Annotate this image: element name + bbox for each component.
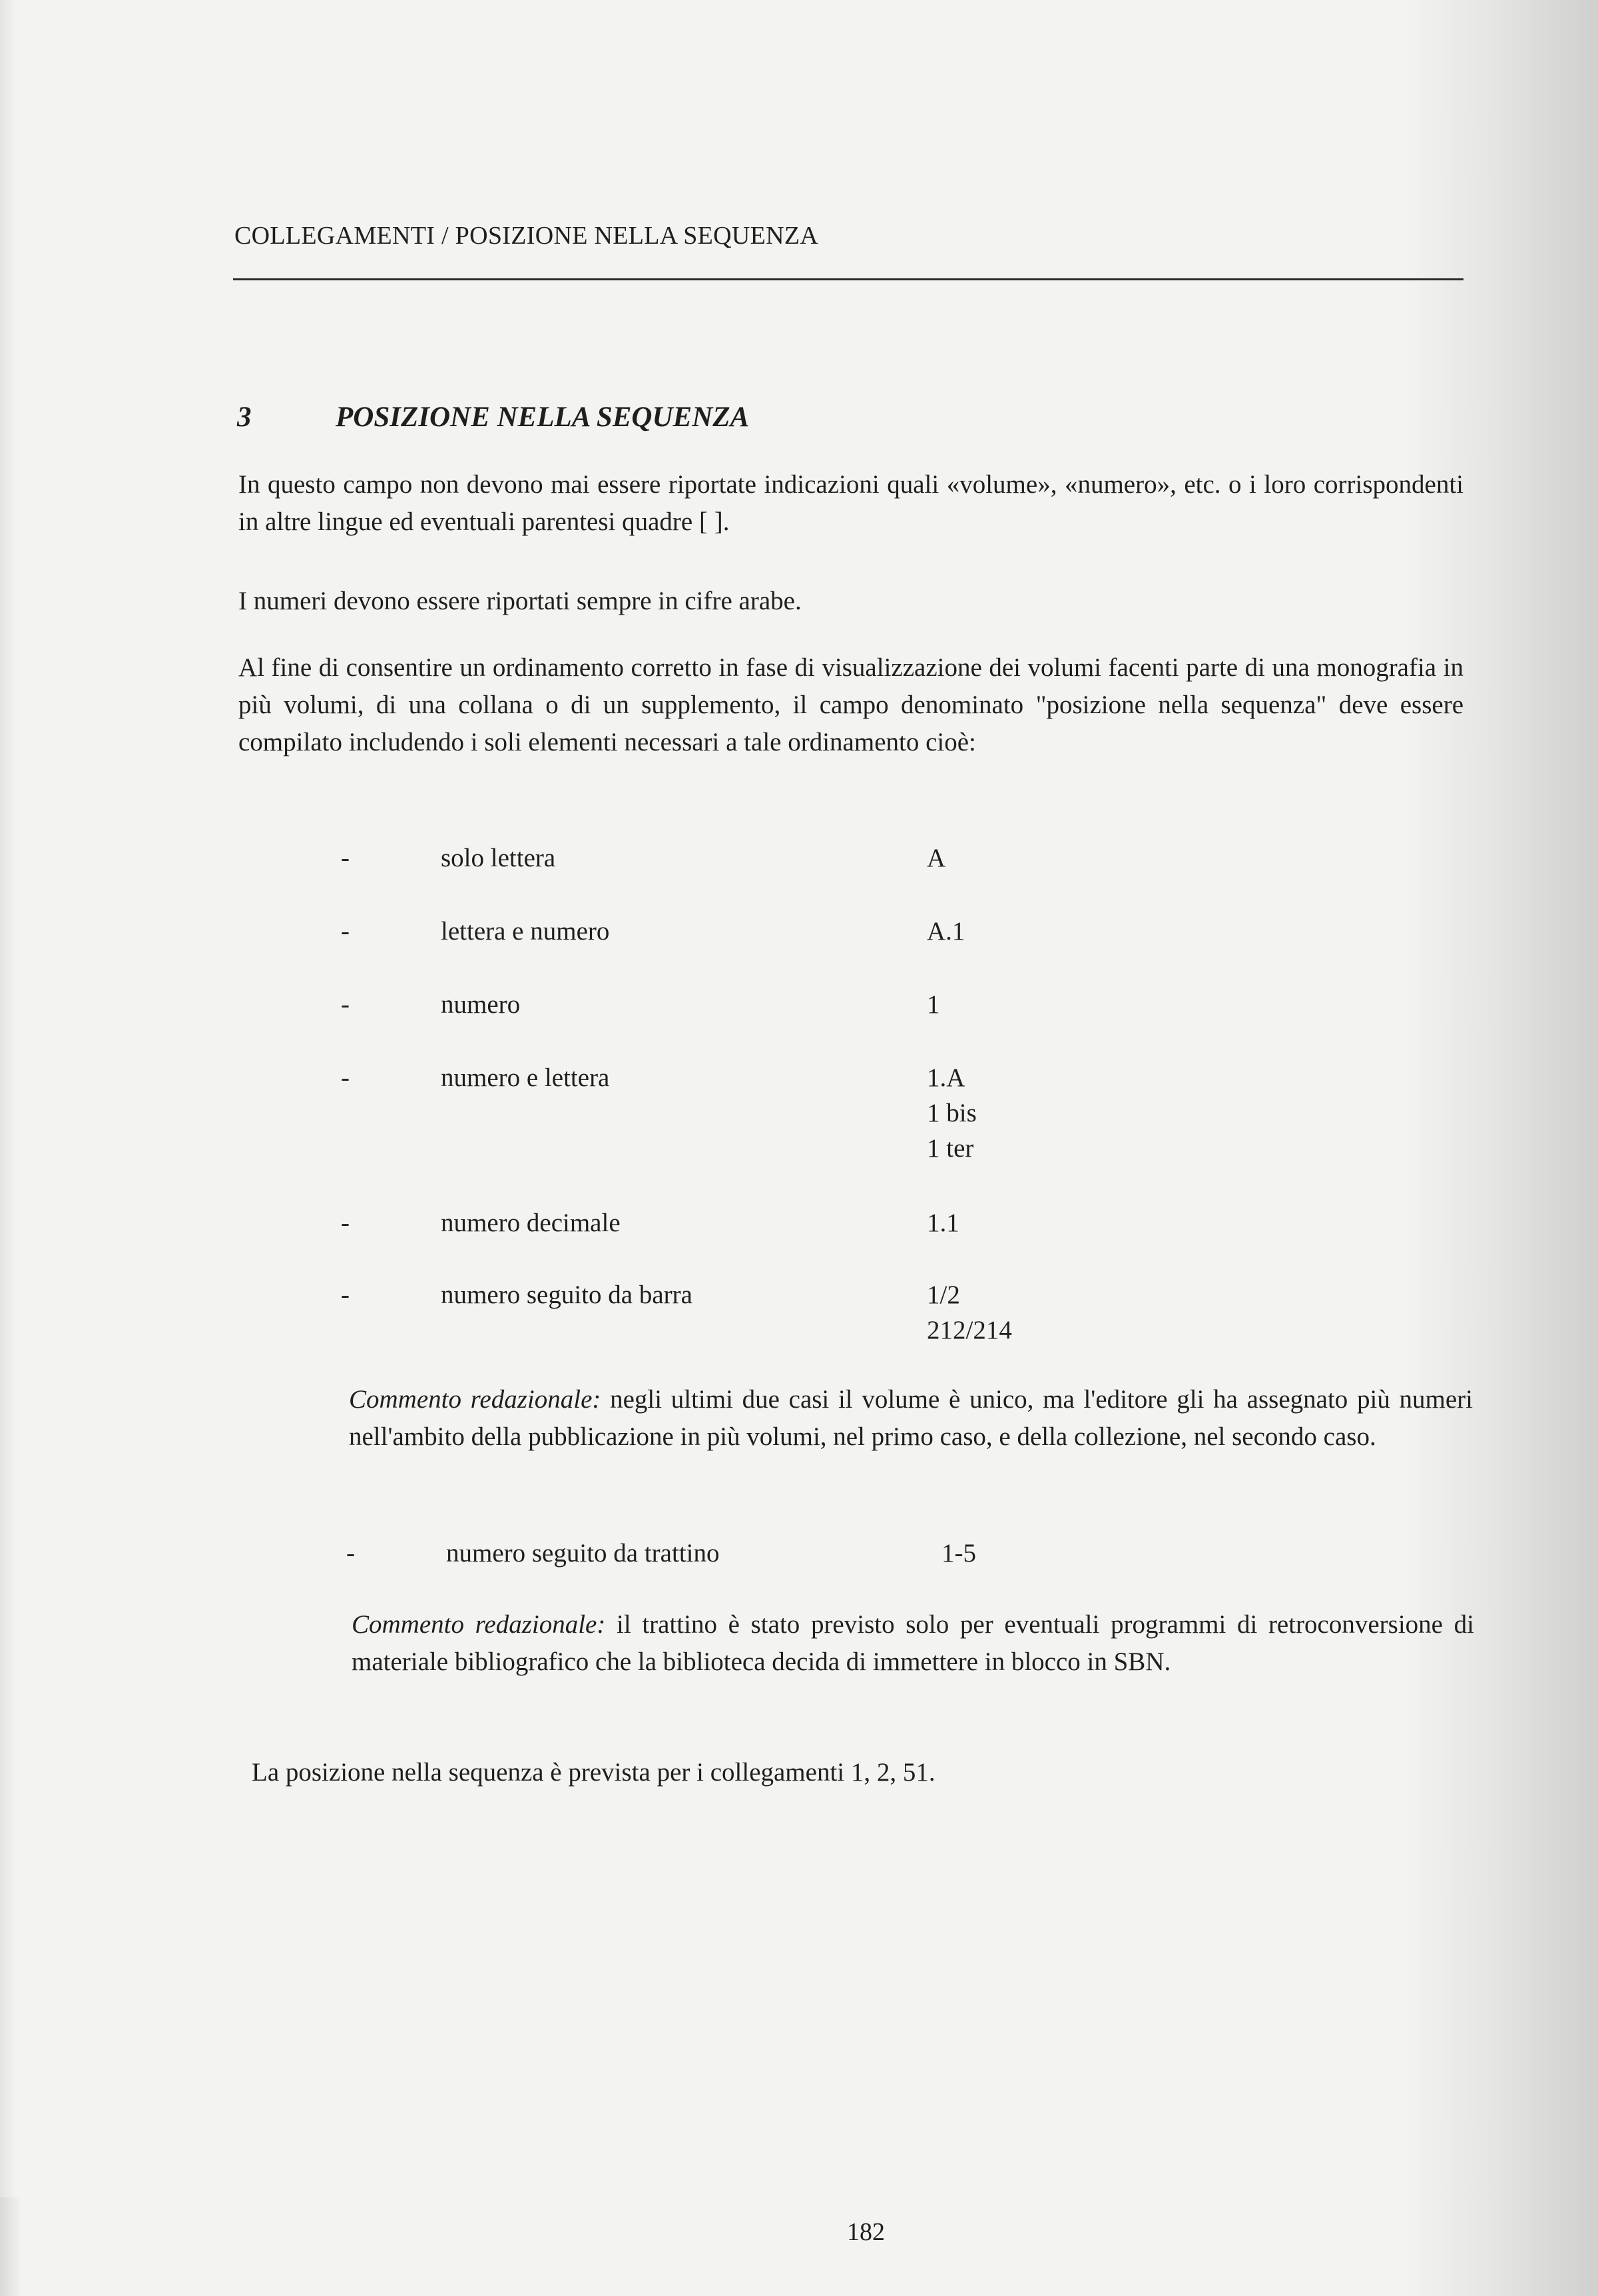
- list-item-label: numero seguito da barra: [441, 1281, 692, 1309]
- paragraph-intro: In questo campo non devono mai essere riportate indicazioni quali «volume», «numero», etc. o i loro corrispondenti in altre lingue ed eventuali parentesi quadre [ ].: [238, 470, 1464, 536]
- example-value: 1 ter: [927, 1134, 974, 1163]
- list-item-label: numero seguito da trattino: [446, 1539, 720, 1568]
- example-value: 1/2: [927, 1281, 960, 1309]
- paragraph-ordering: Al fine di consentire un ordinamento corretto in fase di visualizzazione dei volumi facenti parte di una monografia in più volumi, di una collana o di un supplemento, il campo denominato "posizione nella sequenza" deve essere compilato includendo i soli elementi necessari a tale ordinamento cioè:: [238, 653, 1464, 756]
- header-rule: [233, 278, 1464, 280]
- editorial-comment: [349, 1381, 1473, 1456]
- list-item-value: [941, 1536, 976, 1571]
- list-item-label: lettera e numero: [441, 917, 610, 946]
- list-dash: -: [341, 990, 350, 1019]
- list-dash: -: [341, 1063, 350, 1092]
- list-item-label: numero decimale: [441, 1209, 621, 1237]
- list-dash: -: [341, 1209, 350, 1237]
- example-value: 1 bis: [927, 1099, 977, 1127]
- running-header: COLLEGAMENTI / POSIZIONE NELLA SEQUENZA: [234, 222, 819, 250]
- list-dash: -: [341, 1281, 350, 1309]
- list-item-value: [927, 914, 965, 949]
- comment-label: Commento redazionale:: [352, 1610, 606, 1639]
- list-item-label: numero: [441, 990, 521, 1019]
- example-value: 1.1: [927, 1209, 959, 1237]
- page-edge-corner: [0, 2197, 20, 2296]
- example-value: 1: [927, 990, 940, 1019]
- list-item-value: [927, 1060, 977, 1166]
- example-value: 212/214: [927, 1316, 1012, 1344]
- list-item-value: [927, 840, 945, 876]
- comment-text: negli ultimi due casi il volume è unico, ma l'editore gli ha assegnato più numeri nell'ambito della pubblicazione in più volumi, nel primo caso, e della collezione, nel secondo caso.: [349, 1385, 1473, 1451]
- list-item-label: solo lettera: [441, 844, 556, 872]
- section-heading: [237, 401, 749, 433]
- list-item-value: [927, 1277, 1012, 1348]
- example-value: A.1: [927, 917, 965, 946]
- section-title: POSIZIONE NELLA SEQUENZA: [336, 402, 750, 433]
- list-dash: -: [341, 844, 350, 872]
- comment-label: Commento redazionale:: [349, 1385, 601, 1414]
- comment-text: il trattino è stato previsto solo per eventuali programmi di retroconversione di materiale bibliografico che la biblioteca decida di immettere in blocco in SBN.: [352, 1610, 1474, 1676]
- page-number: 182: [847, 2218, 885, 2246]
- editorial-comment: [352, 1606, 1474, 1681]
- closing-paragraph: La posizione nella sequenza è prevista per i collegamenti 1, 2, 51.: [252, 1758, 935, 1787]
- list-dash: -: [341, 917, 350, 946]
- section-number: 3: [237, 402, 252, 433]
- page-edge: [0, 0, 15, 2296]
- example-value: 1.A: [927, 1063, 965, 1092]
- list-item-value: [927, 1205, 959, 1241]
- list-item-value: [927, 987, 940, 1022]
- example-value: 1-5: [941, 1539, 976, 1568]
- example-value: A: [927, 844, 946, 872]
- paragraph-arabic-numbers: I numeri devono essere riportati sempre in cifre arabe.: [238, 587, 802, 615]
- list-dash: -: [346, 1539, 355, 1568]
- list-item-label: numero e lettera: [441, 1063, 610, 1092]
